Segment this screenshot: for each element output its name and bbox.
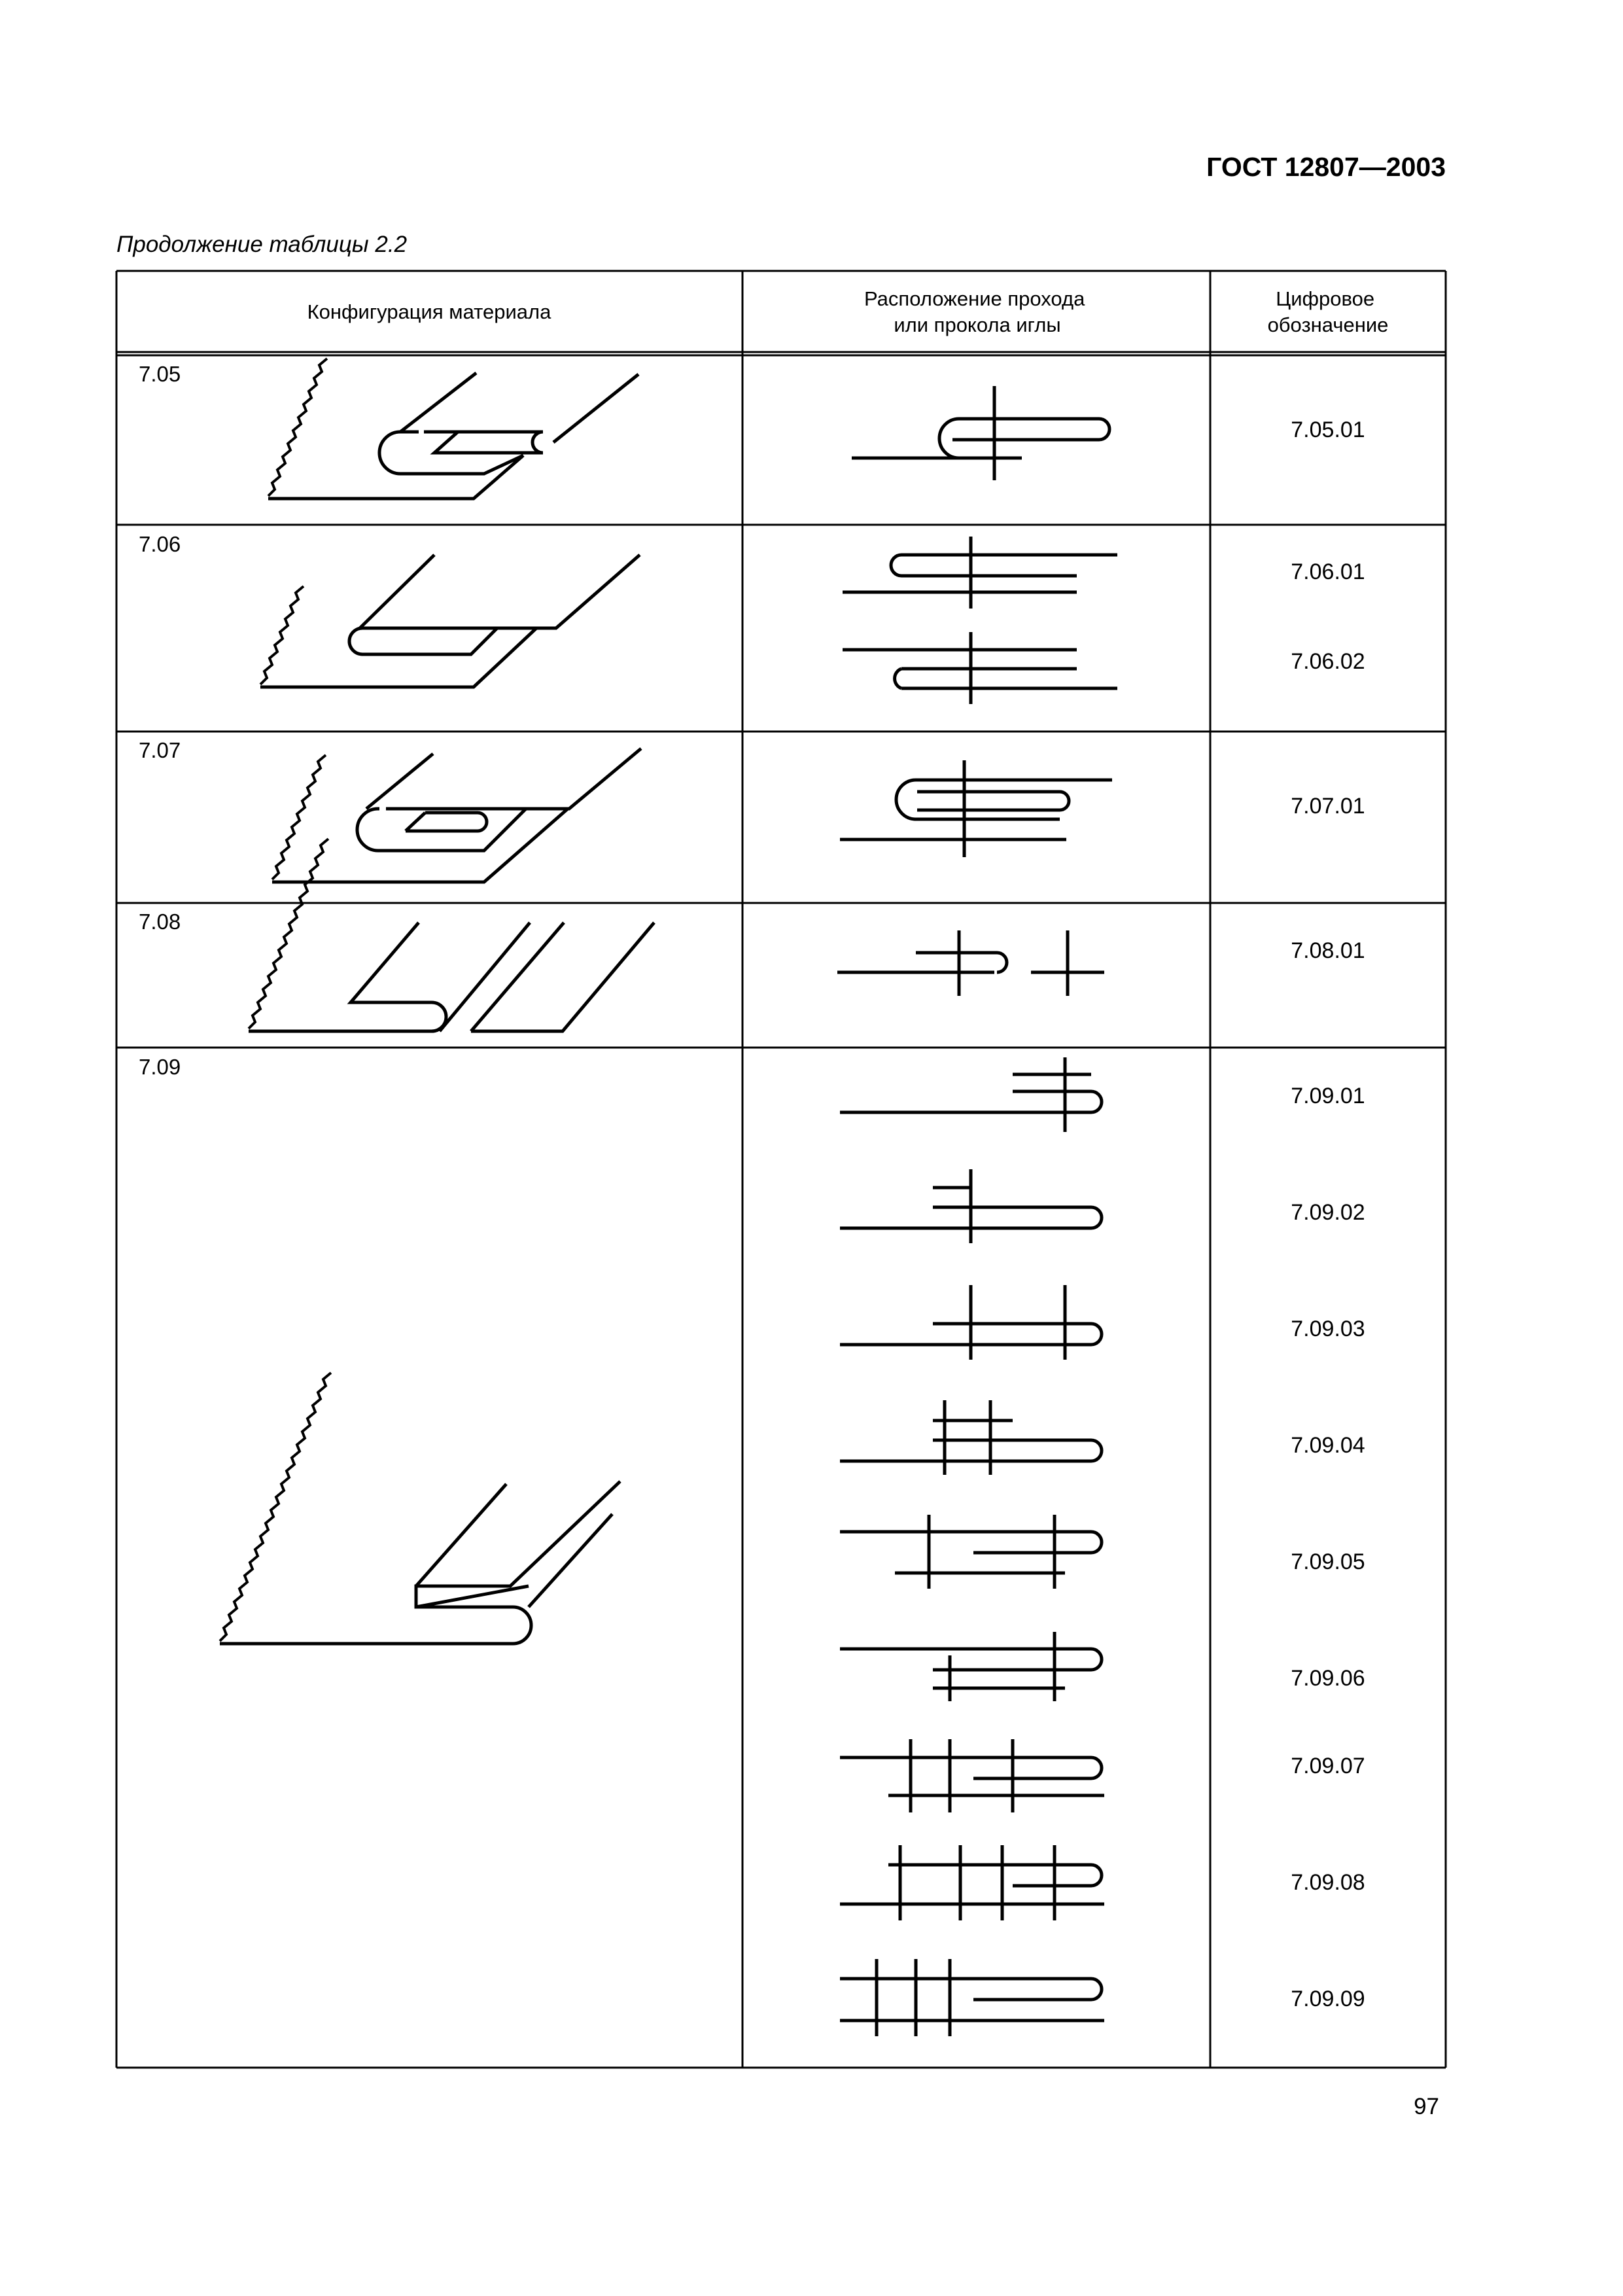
code-cell: 7.05.01 xyxy=(1291,417,1365,442)
header-config: Конфигурация материала xyxy=(307,300,551,323)
needle-symbol xyxy=(840,1057,1102,1132)
table-frame xyxy=(116,271,1446,2068)
row-label: 7.09 xyxy=(139,1055,181,1079)
page-number: 97 xyxy=(1414,2094,1439,2119)
code-cell: 7.09.03 xyxy=(1291,1316,1365,1341)
needle-symbol xyxy=(837,930,1104,996)
needle-symbol xyxy=(840,1845,1104,1920)
code-cell: 7.06.02 xyxy=(1291,649,1365,674)
needle-symbol xyxy=(840,1285,1102,1360)
code-cell: 7.09.04 xyxy=(1291,1433,1365,1458)
material-config-drawing xyxy=(249,839,654,1031)
needle-symbol xyxy=(840,1632,1102,1701)
row-label: 7.05 xyxy=(139,362,181,386)
document-header: ГОСТ 12807—2003 xyxy=(1206,152,1446,182)
code-cell: 7.09.01 xyxy=(1291,1084,1365,1108)
needle-symbol xyxy=(840,1169,1102,1243)
needle-symbol xyxy=(840,1515,1102,1589)
needle-symbol xyxy=(843,632,1117,704)
needle-symbol xyxy=(840,1959,1104,2036)
material-config-drawing xyxy=(220,1373,620,1644)
table-caption: Продолжение таблицы 2.2 xyxy=(116,232,408,257)
row-label: 7.06 xyxy=(139,532,181,556)
needle-symbol xyxy=(840,1400,1102,1475)
code-cell: 7.06.01 xyxy=(1291,559,1365,584)
needle-symbol xyxy=(840,760,1112,857)
needle-symbol xyxy=(843,537,1117,609)
code-cell: 7.09.09 xyxy=(1291,1987,1365,2011)
material-config-drawing xyxy=(260,555,640,687)
material-config-drawing xyxy=(268,359,638,499)
material-config-drawing xyxy=(272,749,641,882)
code-cell: 7.07.01 xyxy=(1291,794,1365,819)
header-numeric-code: Цифровое обозначение xyxy=(1267,287,1389,336)
row-label: 7.08 xyxy=(139,910,181,934)
code-cell: 7.08.01 xyxy=(1291,938,1365,963)
code-cell: 7.09.02 xyxy=(1291,1200,1365,1225)
code-cell: 7.09.05 xyxy=(1291,1549,1365,1574)
needle-symbol xyxy=(852,386,1109,480)
code-cell: 7.09.07 xyxy=(1291,1754,1365,1778)
code-cell: 7.09.08 xyxy=(1291,1870,1365,1895)
row-label: 7.07 xyxy=(139,738,181,762)
header-needle-position: Расположение прохода или прокола иглы xyxy=(864,287,1085,336)
code-cell: 7.09.06 xyxy=(1291,1666,1365,1691)
needle-symbol xyxy=(840,1739,1104,1812)
